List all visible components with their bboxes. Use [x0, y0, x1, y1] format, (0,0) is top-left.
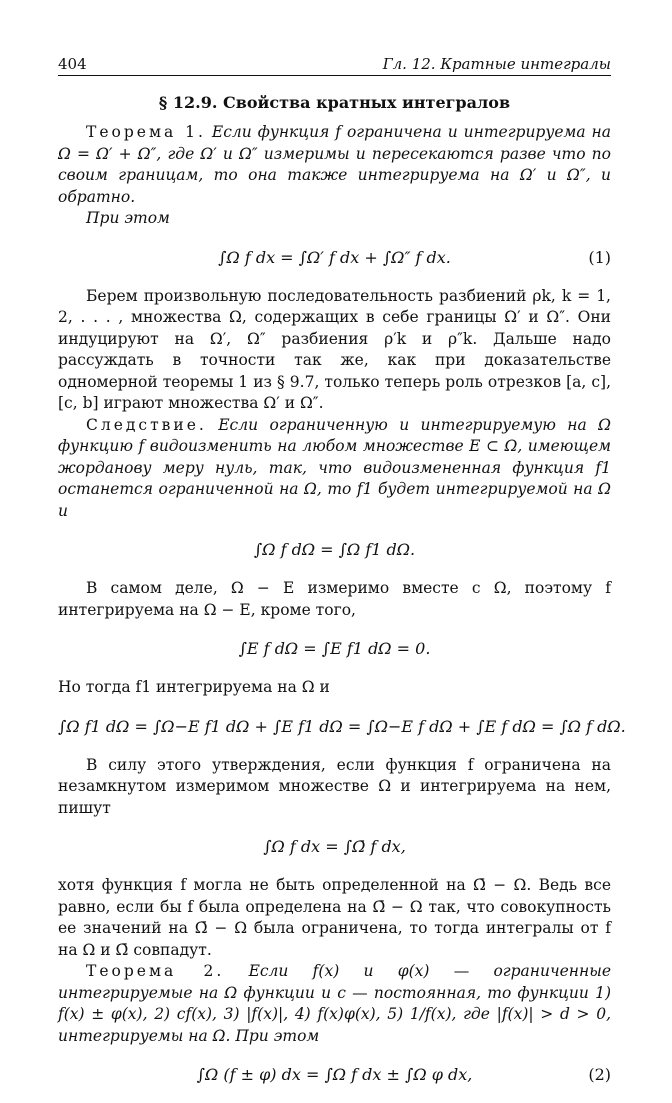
theorem-2	[58, 961, 611, 1047]
corollary-label: Следствие.	[86, 415, 207, 434]
equation-4-formula: ∫Ω f1 dΩ = ∫Ω−E f1 dΩ + ∫E f1 dΩ = ∫Ω−E f dΩ + ∫E f dΩ = ∫Ω f dΩ.	[58, 716, 626, 736]
page-number: 404	[58, 55, 87, 73]
page-body	[58, 92, 626, 1103]
equation-2	[58, 530, 611, 570]
equation-3-formula: ∫E f dΩ = ∫E f1 dΩ = 0.	[238, 639, 431, 658]
paragraph-4: В силу этого утверждения, если функция f ограничена на незамкнутом измеримом множестве Ω и интегрируема на нем, пишут	[58, 755, 611, 817]
header-rule	[58, 75, 611, 76]
paragraph-3: Но тогда f1 интегрируема на Ω и	[58, 678, 330, 696]
proof-paragraph: Берем произвольную последовательность разбиений ρk, k = 1, 2, . . . , множества Ω, содержащих в себе границы Ω′ и Ω″. Они индуцируют на Ω′, Ω″ разбиения ρ′k и ρ″k. Дальше надо рассуждать в точности так же, как при доказательстве одномерной теоремы 1 из § 9.7, только теперь роль отрезков [a, c], [c, b] играют множества Ω′ и Ω″.	[58, 286, 611, 412]
corollary-statement: Если ограниченную и интегрируемую на Ω функцию f видоизменить на любом множестве E ⊂ Ω, имеющем жорданову меру нуль, так, что видоизмененная функция f1 останется ограниченной на Ω, то f1 будет интегрируемой на Ω и	[58, 415, 611, 520]
equation-4	[58, 707, 626, 747]
section-title: § 12.9. Свойства кратных интегралов	[158, 93, 511, 112]
equation-1-tag: (1)	[588, 247, 611, 267]
paragraph-2: В самом деле, Ω − E измеримо вместе с Ω, поэтому f интегрируема на Ω − E, кроме того,	[58, 579, 611, 619]
theorem-1-statement: Если функция f ограничена и интегрируема на Ω = Ω′ + Ω″, где Ω′ и Ω″ измеримы и пересекаются разве что по своим границам, то она также интегрируема на Ω′ и Ω″, и обратно.	[58, 123, 611, 206]
equation-6-tag: (2)	[588, 1065, 611, 1084]
paragraph-5: хотя функция f могла не быть определенной на Ω̄ − Ω. Ведь все равно, если бы f была определена на Ω̄ − Ω так, что совокупность ее значений на Ω̄ − Ω была ограничена, то тогда интегралы от f на Ω и Ω̄ совпадут.	[58, 876, 611, 959]
theorem-1-label: Теорема 1.	[86, 123, 206, 141]
equation-1-formula: ∫Ω f dx = ∫Ω′ f dx + ∫Ω″ f dx.	[218, 247, 451, 267]
equation-5	[58, 827, 611, 867]
equation-6-formula: ∫Ω (f ± φ) dx = ∫Ω f dx ± ∫Ω φ dx,	[196, 1065, 473, 1084]
equation-6	[58, 1055, 611, 1095]
equation-2-formula: ∫Ω f dΩ = ∫Ω f1 dΩ.	[253, 540, 416, 559]
theorem-2-statement: Если f(x) и φ(x) — ограниченные интегрируемые на Ω функции и c — постоянная, то функции 1) f(x) ± φ(x), 2) cf(x), 3) |f(x)|, 4) f(x)φ(x), 5) 1/f(x), где |f(x)| > d > 0, интегрируемы на Ω. При этом	[58, 962, 612, 1045]
equation-3	[58, 629, 611, 669]
equation-1	[58, 238, 611, 278]
equation-5-formula: ∫Ω f dx = ∫Ω̄ f dx,	[263, 837, 406, 856]
corollary	[58, 415, 611, 523]
theorem-2-label: Теорема 2.	[86, 962, 225, 980]
chapter-title: Гл. 12. Кратные интегралы	[382, 55, 611, 73]
theorem-1	[58, 122, 611, 208]
running-header	[58, 54, 611, 76]
theorem-1-continuation: При этом	[86, 209, 170, 227]
